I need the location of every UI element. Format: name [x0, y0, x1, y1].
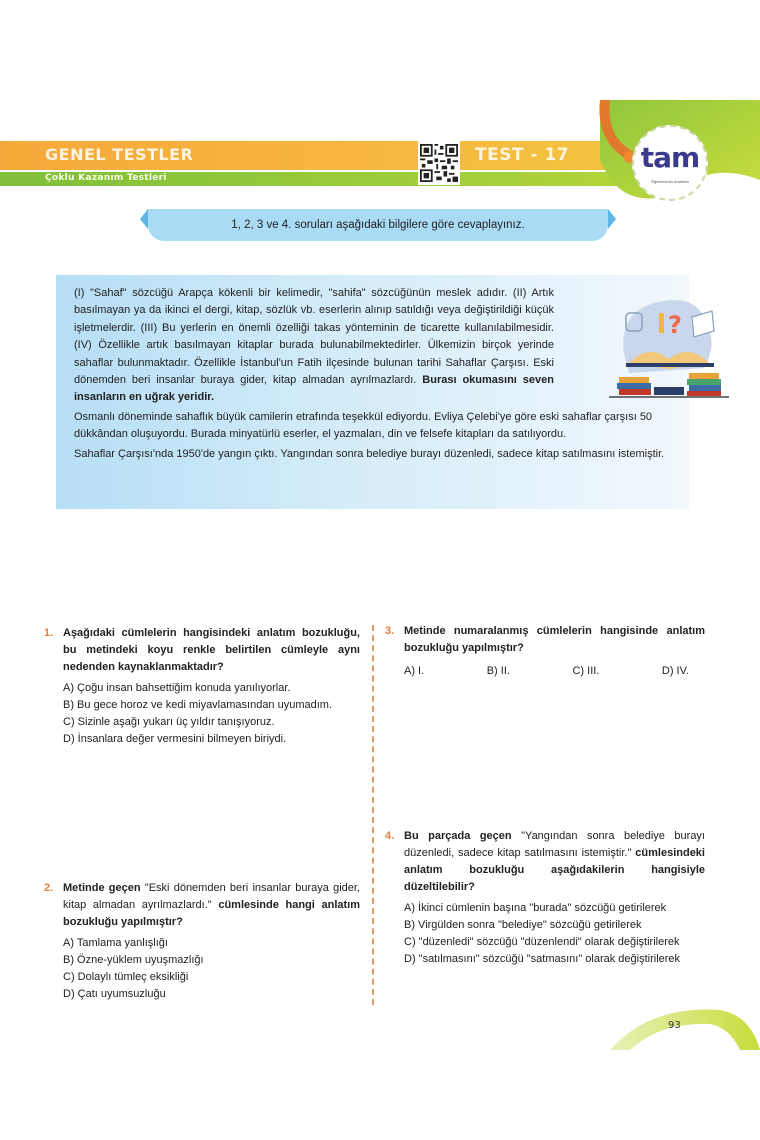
question-3: [385, 623, 705, 680]
option-b[interactable]: B) II.: [486, 665, 510, 677]
tam-logo: [632, 125, 708, 201]
section-subtitle: Çoklu Kazanım Testleri: [45, 173, 167, 183]
question-1: [44, 625, 360, 748]
question-stem: Aşağıdaki cümlelerin hangisindeki anlatım bozukluğu, bu metindeki koyu renkle belirtilen cümleyle aynı nedenden kaynaklanmaktadır?: [63, 627, 360, 673]
stem-bold-lead: Bu parçada geçen: [404, 830, 522, 842]
stem-bold-tail: cümlesinde hangi anlatım bozukluğu yapılmıştır?: [63, 899, 360, 928]
passage-bold-sentence: Burası okumasını seven insanların en uğrak yeridir.: [74, 374, 554, 404]
question-number: 4.: [385, 830, 395, 842]
option-d[interactable]: D) IV.: [661, 665, 689, 677]
qr-code-graphic: [420, 143, 458, 183]
page-number: 93: [668, 1020, 681, 1031]
logo-tagline: Öğrenmenin Anahtarı: [650, 179, 690, 184]
option-d[interactable]: D) "satılmasını" sözcüğü "satmasını" olarak değiştirilerek: [404, 953, 681, 965]
option-a[interactable]: A) I.: [404, 665, 425, 677]
question-number: 1.: [44, 627, 54, 639]
answer-options: [63, 680, 360, 748]
question-number: 3.: [385, 625, 395, 637]
option-b[interactable]: B) Virgülden sonra "belediye" sözcüğü getirilerek: [404, 919, 642, 931]
section-title: GENEL TESTLER: [45, 145, 194, 164]
option-c[interactable]: C) Sizinle aşağı yukarı üç yıldır tanışıyoruz.: [63, 716, 275, 728]
column-divider: [372, 625, 374, 1005]
answer-options: [63, 935, 360, 1003]
passage-paragraph-1-text: (I) "Sahaf" sözcüğü Arapça kökenli bir kelimedir, "sahifa" sözcüğünün meslek adıdır. (II) Artık basılmayan ya da ikinci el dergi, kitap, sözlük vb. eserlerin alınıp satıldığı veya değiştirildiği küçük işletmelerdir. (III) Bu yerlerin en önemli özelliği takas yönteminin de ticarette kullanılabilmesidir. (IV) Özellikle artık basılmayan kitaplar burada bulunabilmektedirler. Ülkemizin birçok yerinde sahaflar bulunmaktadır. Özellikle İstanbul'un Fatih ilçesinde bulunan tarihi Sahaflar Çarşısı. Eski dönemden beri insanlar buraya gider, kitap almadan ayrılmazlardı.: [74, 287, 554, 387]
option-b[interactable]: B) Bu gece horoz ve kedi miyavlamasından uyumadım.: [63, 699, 333, 711]
svg-text:?: ?: [668, 311, 682, 339]
qr-code-icon[interactable]: [418, 141, 460, 185]
stem-quote: "Eski dönemden beri insanlar buraya gider, kitap almadan ayrılmazlardı.": [63, 882, 360, 911]
question-number: 2.: [44, 882, 54, 894]
stem-bold-lead: Metinde geçen: [63, 882, 145, 894]
answer-options: [404, 663, 705, 680]
question-stem: Metinde numaralanmış cümlelerin hangisinde anlatım bozukluğu yapılmıştır?: [404, 625, 705, 654]
option-d[interactable]: D) İnsanlara değer vermesini bilmeyen biriydi.: [63, 733, 287, 745]
question-stem: [63, 880, 360, 931]
option-c[interactable]: C) "düzenledi" sözcüğü "düzenlendi" olarak değiştirilerek: [404, 936, 680, 948]
instruction-banner: [148, 209, 608, 241]
option-a[interactable]: A) İkinci cümlenin başına "burada" sözcüğü getirilerek: [404, 902, 667, 914]
stem-bold-tail: cümlesindeki anlatım bozukluğu aşağıdakilerin hangisiyle düzeltilebilir?: [404, 847, 705, 893]
option-c[interactable]: C) Dolaylı tümleç eksikliği: [63, 971, 189, 983]
passage-paragraph-1: [74, 285, 554, 407]
option-b[interactable]: B) Özne-yüklem uyuşmazlığı: [63, 954, 204, 966]
question-stem: [404, 828, 705, 896]
option-a[interactable]: A) Çoğu insan bahsettiğim konuda yanılıyorlar.: [63, 682, 291, 694]
option-d[interactable]: D) Çatı uyumsuzluğu: [63, 988, 166, 1000]
option-c[interactable]: C) III.: [572, 665, 600, 677]
passage-paragraph-3: Sahaflar Çarşısı'nda 1950'de yangın çıktı. Yangından sonra belediye burayı düzenledi, sadece kitap satılmasını istemiştir.: [74, 447, 665, 460]
answer-options: [404, 900, 705, 968]
test-number-label: TEST - 17: [475, 145, 570, 165]
reading-passage: [56, 275, 689, 509]
passage-paragraph-2: Osmanlı döneminde sahaflık büyük camilerin etrafında teşekkül ediyordu. Evliya Çelebi'ye göre eski sahaflar çarşısı 50 dükkândan oluşuyordu. Burada minyatürlü eserler, el yazmaları, din ve felsefe kitapları da satılıyordu.: [74, 410, 653, 441]
option-a[interactable]: A) Tamlama yanlışlığı: [63, 937, 168, 949]
books-question-illustration: [604, 283, 734, 408]
logo-text: tam: [640, 141, 700, 174]
question-4: [385, 828, 705, 968]
stem-quote: "Yangından sonra belediye burayı düzenledi, sadece kitap satılmasını istemiştir.": [404, 830, 705, 859]
instruction-text: 1, 2, 3 ve 4. soruları aşağıdaki bilgilere göre cevaplayınız.: [231, 219, 525, 231]
question-2: [44, 880, 360, 1003]
